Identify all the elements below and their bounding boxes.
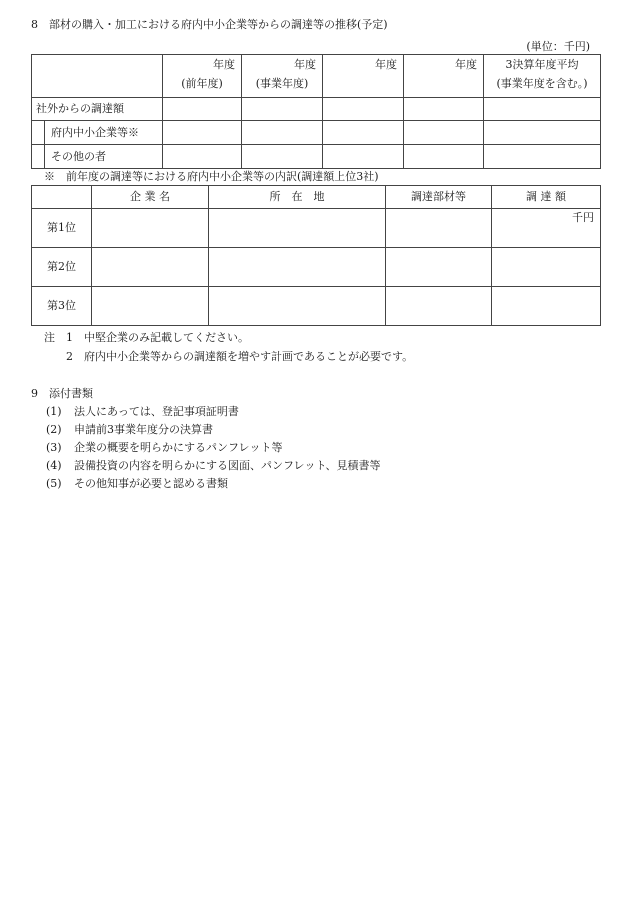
unit-label: (単位：千円) [526,40,590,53]
year-header-1: 年度 (前年度) [163,55,242,98]
row-label-external: 社外からの調達額 [32,98,163,121]
cell-local-3 [323,121,404,145]
cell-local-avg [484,121,601,145]
rank-1-company [92,209,209,248]
cell-external-2 [242,98,323,121]
rank-2-company [92,248,209,287]
rank-1-amount [492,209,601,248]
cell-others-4 [404,145,484,169]
cell-local-4 [404,121,484,145]
attachment-item-4: (4) 設備投資の内容を明らかにする図面、パンフレット、見積書等 [46,459,381,472]
rank-3-amount [492,287,601,326]
cell-local-2 [242,121,323,145]
note-2: 2 府内中小企業等からの調達額を増やす計画であることが必要です。 [66,350,414,363]
procurement-trend-table [31,54,601,169]
attachment-item-5: (5) その他知事が必要と認める書類 [46,477,228,490]
amount-header: 調 達 額 [492,186,601,209]
average-header: 3決算年度平均 (事業年度を含む。) [484,55,601,98]
year-header-3: 年度 [323,55,404,98]
rank-3-materials [386,287,492,326]
cell-external-4 [404,98,484,121]
rank-2-label: 第2位 [32,248,92,287]
rank-3-label: 第3位 [32,287,92,326]
rank-2-location [209,248,386,287]
year-header-2: 年度 (事業年度) [242,55,323,98]
section9-title: 9 添付書類 [31,387,93,400]
row-label-others: その他の者 [32,145,163,169]
rank-3-company [92,287,209,326]
note-1: 注 1 中堅企業のみ記載してください。 [44,331,249,344]
rank-2-materials [386,248,492,287]
rank-1-materials [386,209,492,248]
breakdown-title: ※ 前年度の調達等における府内中小企業等の内訳(調達額上位3社) [44,170,379,183]
company-name-header: 企 業 名 [92,186,209,209]
cell-external-1 [163,98,242,121]
rank-2-amount [492,248,601,287]
rank-3-location [209,287,386,326]
amount-unit: 千円 [572,211,594,224]
section8-title: 8 部材の購入・加工における府内中小企業等からの調達等の推移(予定) [31,18,388,31]
cell-external-avg [484,98,601,121]
attachment-item-2: (2) 申請前3事業年度分の決算書 [46,423,213,436]
rank-1-location [209,209,386,248]
attachment-item-1: (1) 法人にあっては、登記事項証明書 [46,405,239,418]
cell-external-3 [323,98,404,121]
location-header: 所 在 地 [209,186,386,209]
cell-others-2 [242,145,323,169]
cell-others-3 [323,145,404,169]
cell-others-1 [163,145,242,169]
rank-header-blank [32,186,92,209]
cell-local-1 [163,121,242,145]
year-header-4: 年度 [404,55,484,98]
supplier-breakdown-table [31,185,601,326]
row-label-local-sme: 府内中小企業等※ [32,121,163,145]
cell-others-avg [484,145,601,169]
attachment-item-3: (3) 企業の概要を明らかにするパンフレット等 [46,441,283,454]
rank-1-label: 第1位 [32,209,92,248]
materials-header: 調達部材等 [386,186,492,209]
header-blank-cell [32,55,163,98]
